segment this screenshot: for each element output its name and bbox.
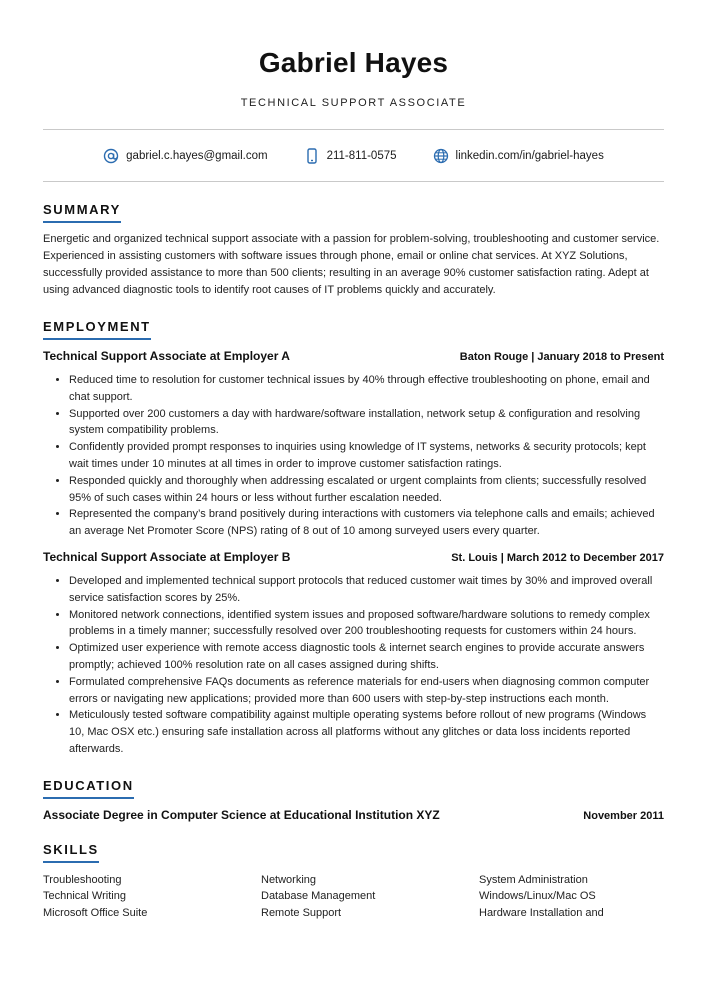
skills-grid <box>43 872 664 922</box>
linkedin-text: linkedin.com/in/gabriel-hayes <box>455 149 604 162</box>
contact-linkedin[interactable] <box>433 148 604 164</box>
skill-item: Technical Writing <box>43 890 126 903</box>
list-item: • Responded quickly and thoroughly when addressing escalated or urgent complaints from clients; successfully resolved 95% of such cases within 24 hours or less without further escalation needed. <box>69 473 664 507</box>
skill-item: Networking <box>261 873 317 886</box>
phone-icon <box>304 148 320 164</box>
list-item: • Optimized user experience with remote access diagnostic tools & internet search engines to provide accurate answers promptly; achieved 100% resolution rate on all cases assigned during shifts. <box>69 640 664 674</box>
skill-item: System Administration <box>479 873 588 886</box>
job-entry <box>43 550 664 758</box>
list-item: • Supported over 200 customers a day with hardware/software installation, network setup & configuration and resolving system compatibility problems. <box>69 406 664 440</box>
skills-section <box>43 841 664 922</box>
job-title-a: Technical Support Associate at Employer A <box>43 349 290 363</box>
at-sign-icon <box>103 148 119 164</box>
employment-heading: EMPLOYMENT <box>43 319 151 340</box>
skills-heading: SKILLS <box>43 842 99 863</box>
list-item: • Formulated comprehensive FAQs documents as reference materials for end-users when diagnosing common computer errors or navigating new applications; provided more than 600 users with step-by-step instructions each month. <box>69 674 664 708</box>
job-meta-b: St. Louis | March 2012 to December 2017 <box>451 551 664 564</box>
contact-email[interactable] <box>103 148 267 164</box>
summary-heading: SUMMARY <box>43 202 121 223</box>
contact-phone[interactable] <box>304 148 397 164</box>
job-title: TECHNICAL SUPPORT ASSOCIATE <box>240 97 467 109</box>
job-bullets-b <box>43 573 664 758</box>
skill-item: Hardware Installation and <box>479 906 604 919</box>
list-item: • Reduced time to resolution for customer technical issues by 40% through effective troubleshooting on phone, email and chat support. <box>69 372 664 406</box>
job-bullets-a <box>43 372 664 540</box>
job-entry <box>43 349 664 540</box>
education-section <box>43 777 664 822</box>
education-heading: EDUCATION <box>43 778 134 799</box>
skill-item: Remote Support <box>261 906 342 919</box>
list-item: • Developed and implemented technical support protocols that reduced customer wait times by 30% and improved overall service satisfaction scores by 25%. <box>69 573 664 607</box>
list-item: • Represented the company’s brand positively during interactions with customers via telephone calls and emails; achieved an average Net Promoter Score (NPS) rating of 8 out of 10 among surveyed users every quarter. <box>69 506 664 540</box>
skill-item: Troubleshooting <box>43 873 122 886</box>
employment-section <box>43 318 664 758</box>
list-item: • Confidently provided prompt responses to inquiries using knowledge of IT systems, networks & security protocols; kept wait times under 10 minutes at all times in order to improve customer satisfaction ratings. <box>69 439 664 473</box>
globe-icon <box>433 148 449 164</box>
list-item: • Meticulously tested software compatibility against multiple operating systems before rollout of new programs (Windows 10, Mac OSX etc.) ensuring safe installation across all platforms without any glitches or data loss incidents reported afterwards. <box>69 707 664 757</box>
skill-item: Windows/Linux/Mac OS <box>479 890 596 903</box>
education-degree: Associate Degree in Computer Science at Educational Institution XYZ <box>43 807 440 822</box>
job-title-b: Technical Support Associate at Employer B <box>43 549 291 564</box>
summary-section <box>43 201 664 299</box>
summary-text: Energetic and organized technical support associate with a passion for problem-solving, troubleshooting and customer service. Experienced in assisting customers with software issues through phone, email or online chat services. At XYZ Solutions, successfully provided assistance to more than 500 clients; resulting in an average 90% customer satisfaction rating. Adept at using advanced diagnostic tools to identify root causes of IT problems quickly and accurately. <box>43 233 660 296</box>
list-item: • Monitored network connections, identified system issues and proposed software/hardware solutions to remedy complex problems in a timely manner; successfully resolved over 200 troubleshooting requests for customers within 24 hours. <box>69 607 664 641</box>
divider-bottom <box>43 181 664 182</box>
email-text: gabriel.c.hayes@gmail.com <box>126 149 268 162</box>
phone-text: 211-811-0575 <box>326 149 397 162</box>
contact-bar <box>43 130 664 181</box>
education-date: November 2011 <box>583 809 664 822</box>
candidate-name: Gabriel Hayes <box>258 47 449 78</box>
skill-item: Microsoft Office Suite <box>43 906 148 919</box>
job-meta-a: Baton Rouge | January 2018 to Present <box>459 351 664 363</box>
skill-item: Database Management <box>261 890 376 903</box>
